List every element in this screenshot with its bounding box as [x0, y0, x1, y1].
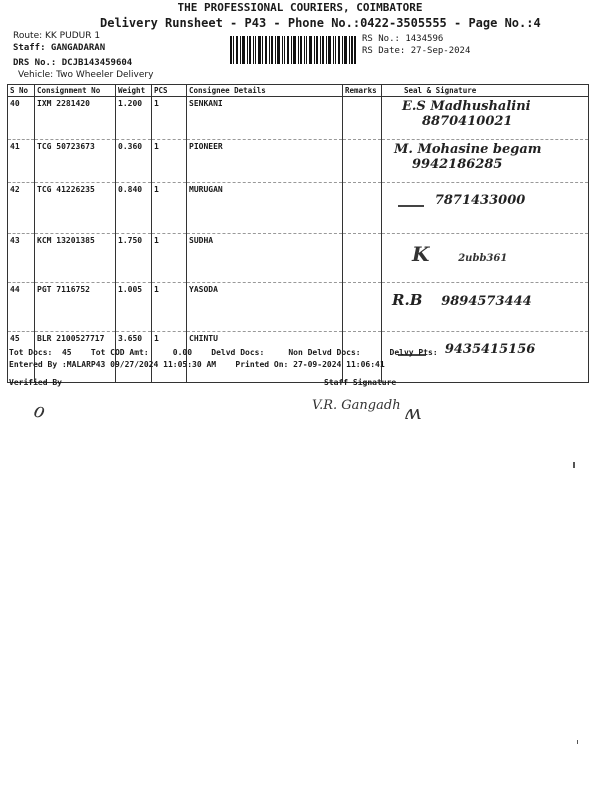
- cell-sno: 43: [8, 234, 35, 283]
- cell-weight: 0.360: [116, 140, 152, 183]
- staff-label: Staff: GANGADARAN: [13, 43, 106, 53]
- handwritten-phone: 7871433000: [434, 193, 526, 208]
- cell-pcs: 1: [152, 283, 187, 332]
- cell-sno: 41: [8, 140, 35, 183]
- entered-by-line: Entered By :MALARP43 09/27/2024 11:05:30 AM Printed On: 27-09-2024 11:06:41: [9, 360, 385, 369]
- cell-consignee: MURUGAN: [187, 183, 343, 234]
- scan-speck: [573, 462, 575, 468]
- col-weight: Weight: [116, 85, 152, 97]
- handwritten-name: R.B: [392, 291, 423, 309]
- scribble-signature: K: [412, 242, 430, 266]
- cell-remarks: [343, 183, 382, 234]
- cell-consignee: PIONEER: [187, 140, 343, 183]
- drs-number: DRS No.: DCJB143459604: [13, 58, 133, 68]
- cell-consignee: YASODA: [187, 283, 343, 332]
- handwritten-phone: 9894573444: [441, 294, 532, 309]
- vehicle-label: Vehicle: Two Wheeler Delivery: [18, 70, 154, 80]
- cell-consignment: TCG 50723673: [35, 140, 116, 183]
- cell-pcs: 1: [152, 183, 187, 234]
- handwritten-phone: 9942186285: [412, 157, 503, 172]
- table-header-row: [8, 85, 589, 97]
- barcode: [230, 36, 356, 64]
- cell-remarks: [343, 234, 382, 283]
- cell-sno: 44: [8, 283, 35, 332]
- cell-consignment: KCM 13201385: [35, 234, 116, 283]
- verified-signature: ℴ: [32, 394, 45, 424]
- cell-weight: 0.840: [116, 183, 152, 234]
- cell-consignee: SENKANI: [187, 97, 343, 140]
- table-row: [8, 140, 589, 183]
- handwritten-name: M. Mohasine begam: [394, 142, 542, 157]
- cell-remarks: [343, 97, 382, 140]
- staff-signature-label: Staff Signature: [324, 378, 397, 387]
- cell-weight: 3.650: [116, 332, 152, 383]
- rs-date: RS Date: 27-Sep-2024: [362, 46, 471, 56]
- route-label: Route: KK PUDUR 1: [13, 31, 101, 41]
- cell-signature: [382, 283, 589, 332]
- handwritten-phone: 2ubb361: [458, 253, 508, 264]
- cell-pcs: 1: [152, 234, 187, 283]
- cell-pcs: 1: [152, 97, 187, 140]
- scan-speck: [577, 740, 578, 744]
- table-row: [8, 283, 589, 332]
- col-remarks: Remarks: [343, 85, 382, 97]
- cell-sno: 40: [8, 97, 35, 140]
- cell-consignment: BLR 2100527717: [35, 332, 116, 383]
- cell-signature: [382, 183, 589, 234]
- runsheet-subtitle: Delivery Runsheet - P43 - Phone No.:0422-3505555 - Page No.:4: [100, 16, 541, 30]
- cell-remarks: [343, 283, 382, 332]
- col-consignment: Consignment No: [35, 85, 116, 97]
- cell-signature: [382, 234, 589, 283]
- scribble-signature: [398, 197, 424, 207]
- cell-signature: [382, 332, 589, 383]
- col-pcs: PCS: [152, 85, 187, 97]
- cell-consignee: CHINTU: [187, 332, 343, 383]
- cell-remarks: [343, 140, 382, 183]
- col-sno: S No: [8, 85, 35, 97]
- table-row: [8, 332, 589, 383]
- table-row: [8, 234, 589, 283]
- cell-consignment: IXM 2281420: [35, 97, 116, 140]
- cell-weight: 1.750: [116, 234, 152, 283]
- col-signature: Seal & Signature: [382, 85, 589, 97]
- cell-consignment: TCG 41226235: [35, 183, 116, 234]
- handwritten-phone: 9435415156: [444, 342, 536, 357]
- table-row: [8, 97, 589, 140]
- handwritten-phone: 8870410021: [422, 114, 513, 129]
- initials-signature: ʍ: [404, 400, 422, 424]
- cell-sno: 42: [8, 183, 35, 234]
- verified-by-label: Verified By: [9, 378, 62, 387]
- rs-number: RS No.: 1434596: [362, 34, 444, 44]
- handwritten-name: E.S Madhushalini: [402, 99, 531, 114]
- cell-weight: 1.005: [116, 283, 152, 332]
- cell-pcs: 1: [152, 140, 187, 183]
- cell-consignee: SUDHA: [187, 234, 343, 283]
- cell-pcs: 1: [152, 332, 187, 383]
- col-consignee: Consignee Details: [187, 85, 343, 97]
- staff-signature: V.R. Gangadh: [312, 398, 401, 413]
- cell-signature: [382, 97, 589, 140]
- table-row: [8, 183, 589, 234]
- cell-consignment: PGT 7116752: [35, 283, 116, 332]
- cell-remarks: [343, 332, 382, 383]
- cell-sno: 45: [8, 332, 35, 383]
- company-title: THE PROFESSIONAL COURIERS, COIMBATORE: [177, 1, 423, 14]
- cell-weight: 1.200: [116, 97, 152, 140]
- runsheet-table: [7, 84, 589, 383]
- totals-line: Tot Docs: 45 Tot COD Amt: 0.00 Delvd Docs: Non Delvd Docs: Delvy Pts:: [9, 348, 438, 357]
- cell-signature: [382, 140, 589, 183]
